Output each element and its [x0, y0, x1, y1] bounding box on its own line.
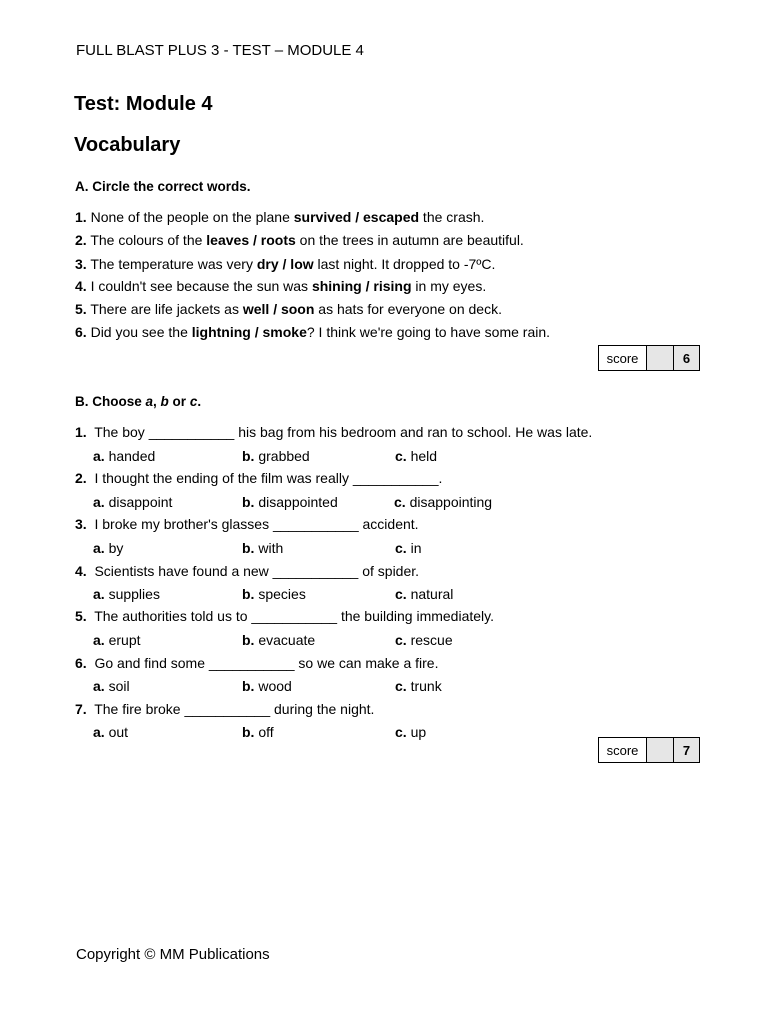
question-text: last night. It dropped to -7ºC. — [313, 256, 496, 272]
option-text: off — [258, 724, 274, 740]
instruction-option-b: b — [160, 394, 169, 409]
option-a[interactable] — [93, 494, 172, 510]
option-text: supplies — [108, 586, 160, 602]
option-b[interactable] — [242, 724, 274, 740]
question-text: The fire broke ___________ during the night. — [86, 701, 375, 717]
score-label: score — [599, 346, 647, 370]
question-number: 3. — [75, 516, 87, 532]
copyright-footer: Copyright © MM Publications — [76, 946, 270, 963]
question-text: on the trees in autumn are beautiful. — [295, 232, 524, 248]
option-text: wood — [258, 678, 292, 694]
instruction-option-c: c — [189, 394, 198, 409]
instruction-text: . — [197, 394, 202, 409]
question-text: Go and find some ___________ so we can make a fire. — [86, 655, 439, 671]
option-text: held — [410, 448, 438, 464]
question-a-3 — [75, 256, 495, 272]
word-choice[interactable]: shining / rising — [311, 278, 412, 294]
section-a-instruction: A. Circle the correct words. — [75, 179, 251, 194]
option-c[interactable] — [395, 586, 453, 602]
option-letter: a. — [93, 678, 105, 694]
option-letter: a. — [93, 540, 105, 556]
option-letter: a. — [93, 586, 105, 602]
question-number: 1. — [75, 424, 87, 440]
option-b[interactable] — [242, 540, 283, 556]
option-letter: b. — [242, 540, 255, 556]
question-text: as hats for everyone on deck. — [314, 301, 502, 317]
option-text: erupt — [108, 632, 141, 648]
question-text: Scientists have found a new ___________ of spider. — [86, 563, 420, 579]
option-letter: b. — [242, 678, 255, 694]
option-letter: c. — [395, 632, 407, 648]
question-number: 6. — [75, 655, 87, 671]
option-letter: b. — [242, 586, 255, 602]
option-letter: a. — [93, 494, 105, 510]
score-total: 6 — [674, 346, 699, 370]
option-letter: c. — [395, 678, 407, 694]
option-a[interactable] — [93, 448, 155, 464]
question-text: in my eyes. — [411, 278, 487, 294]
option-b[interactable] — [242, 678, 292, 694]
option-text: handed — [108, 448, 156, 464]
word-choice[interactable]: leaves / roots — [206, 232, 296, 248]
option-c[interactable] — [395, 632, 453, 648]
score-entry[interactable] — [647, 738, 674, 762]
option-a[interactable] — [93, 540, 123, 556]
option-b[interactable] — [242, 494, 338, 510]
option-a[interactable] — [93, 586, 160, 602]
question-text: ? I think we're going to have some rain. — [306, 324, 551, 340]
question-text: The temperature was very — [86, 256, 257, 272]
question-b-2 — [75, 470, 442, 486]
question-b-5 — [75, 608, 494, 624]
question-text: There are life jackets as — [86, 301, 243, 317]
question-number: 7. — [75, 701, 87, 717]
option-c[interactable] — [395, 448, 437, 464]
question-number: 4. — [75, 278, 87, 294]
score-entry[interactable] — [647, 346, 674, 370]
option-letter: a. — [93, 724, 105, 740]
instruction-text: , — [153, 394, 161, 409]
section-b-instruction — [75, 394, 201, 409]
instruction-option-a: a — [145, 394, 154, 409]
word-choice[interactable]: lightning / smoke — [191, 324, 307, 340]
question-b-1 — [75, 424, 592, 440]
question-text: The authorities told us to ___________ the building immediately. — [86, 608, 494, 624]
option-a[interactable] — [93, 678, 130, 694]
option-text: in — [410, 540, 422, 556]
option-letter: b. — [242, 632, 255, 648]
question-text: None of the people on the plane — [86, 209, 294, 225]
question-text: the crash. — [419, 209, 485, 225]
option-c[interactable] — [394, 494, 492, 510]
question-a-5 — [75, 301, 502, 317]
option-letter: a. — [93, 632, 105, 648]
question-number: 3. — [75, 256, 87, 272]
question-a-1 — [75, 209, 484, 225]
option-text: up — [410, 724, 427, 740]
word-choice[interactable]: survived / escaped — [293, 209, 420, 225]
option-text: soil — [108, 678, 130, 694]
page-title: Test: Module 4 — [74, 93, 213, 115]
word-choice[interactable]: dry / low — [256, 256, 314, 272]
word-choice[interactable]: well / soon — [242, 301, 315, 317]
question-b-6 — [75, 655, 438, 671]
option-letter: c. — [395, 586, 407, 602]
question-text: The boy ___________ his bag from his bedroom and ran to school. He was late. — [86, 424, 593, 440]
option-text: by — [108, 540, 124, 556]
question-a-2 — [75, 232, 524, 248]
score-box-a — [598, 345, 700, 371]
question-a-6 — [75, 324, 550, 340]
option-text: disappoint — [108, 494, 173, 510]
question-b-4 — [75, 563, 419, 579]
option-text: evacuate — [258, 632, 316, 648]
option-text: disappointing — [409, 494, 493, 510]
option-b[interactable] — [242, 448, 310, 464]
question-text: Did you see the — [86, 324, 192, 340]
option-text: trunk — [410, 678, 442, 694]
option-text: out — [108, 724, 129, 740]
question-number: 5. — [75, 301, 87, 317]
option-letter: c. — [395, 724, 407, 740]
option-letter: b. — [242, 448, 255, 464]
option-letter: c. — [395, 448, 407, 464]
question-a-4 — [75, 278, 486, 294]
option-text: natural — [410, 586, 454, 602]
option-letter: c. — [395, 540, 407, 556]
option-c[interactable] — [395, 678, 442, 694]
section-heading: Vocabulary — [74, 134, 181, 156]
page-header: FULL BLAST PLUS 3 - TEST – MODULE 4 — [76, 42, 364, 59]
question-b-3 — [75, 516, 419, 532]
option-c[interactable] — [395, 724, 426, 740]
question-number: 2. — [75, 232, 87, 248]
question-number: 1. — [75, 209, 87, 225]
option-text: with — [258, 540, 284, 556]
score-label: score — [599, 738, 647, 762]
option-letter: c. — [394, 494, 406, 510]
question-text: I broke my brother's glasses ___________ accident. — [86, 516, 419, 532]
score-total: 7 — [674, 738, 699, 762]
score-box-b — [598, 737, 700, 763]
instruction-text: B. Choose — [75, 394, 146, 409]
option-text: disappointed — [258, 494, 338, 510]
option-text: species — [258, 586, 306, 602]
question-text: The colours of the — [86, 232, 207, 248]
option-a[interactable] — [93, 724, 128, 740]
question-number: 4. — [75, 563, 87, 579]
option-letter: b. — [242, 494, 255, 510]
option-letter: a. — [93, 448, 105, 464]
option-text: rescue — [410, 632, 453, 648]
question-number: 2. — [75, 470, 87, 486]
option-letter: b. — [242, 724, 255, 740]
option-c[interactable] — [395, 540, 421, 556]
question-b-7 — [75, 701, 374, 717]
question-text: I couldn't see because the sun was — [86, 278, 312, 294]
option-text: grabbed — [258, 448, 310, 464]
instruction-text: or — [168, 394, 190, 409]
question-number: 5. — [75, 608, 87, 624]
question-text: I thought the ending of the film was really ___________. — [86, 470, 443, 486]
option-b[interactable] — [242, 586, 306, 602]
option-b[interactable] — [242, 632, 315, 648]
question-number: 6. — [75, 324, 87, 340]
option-a[interactable] — [93, 632, 141, 648]
